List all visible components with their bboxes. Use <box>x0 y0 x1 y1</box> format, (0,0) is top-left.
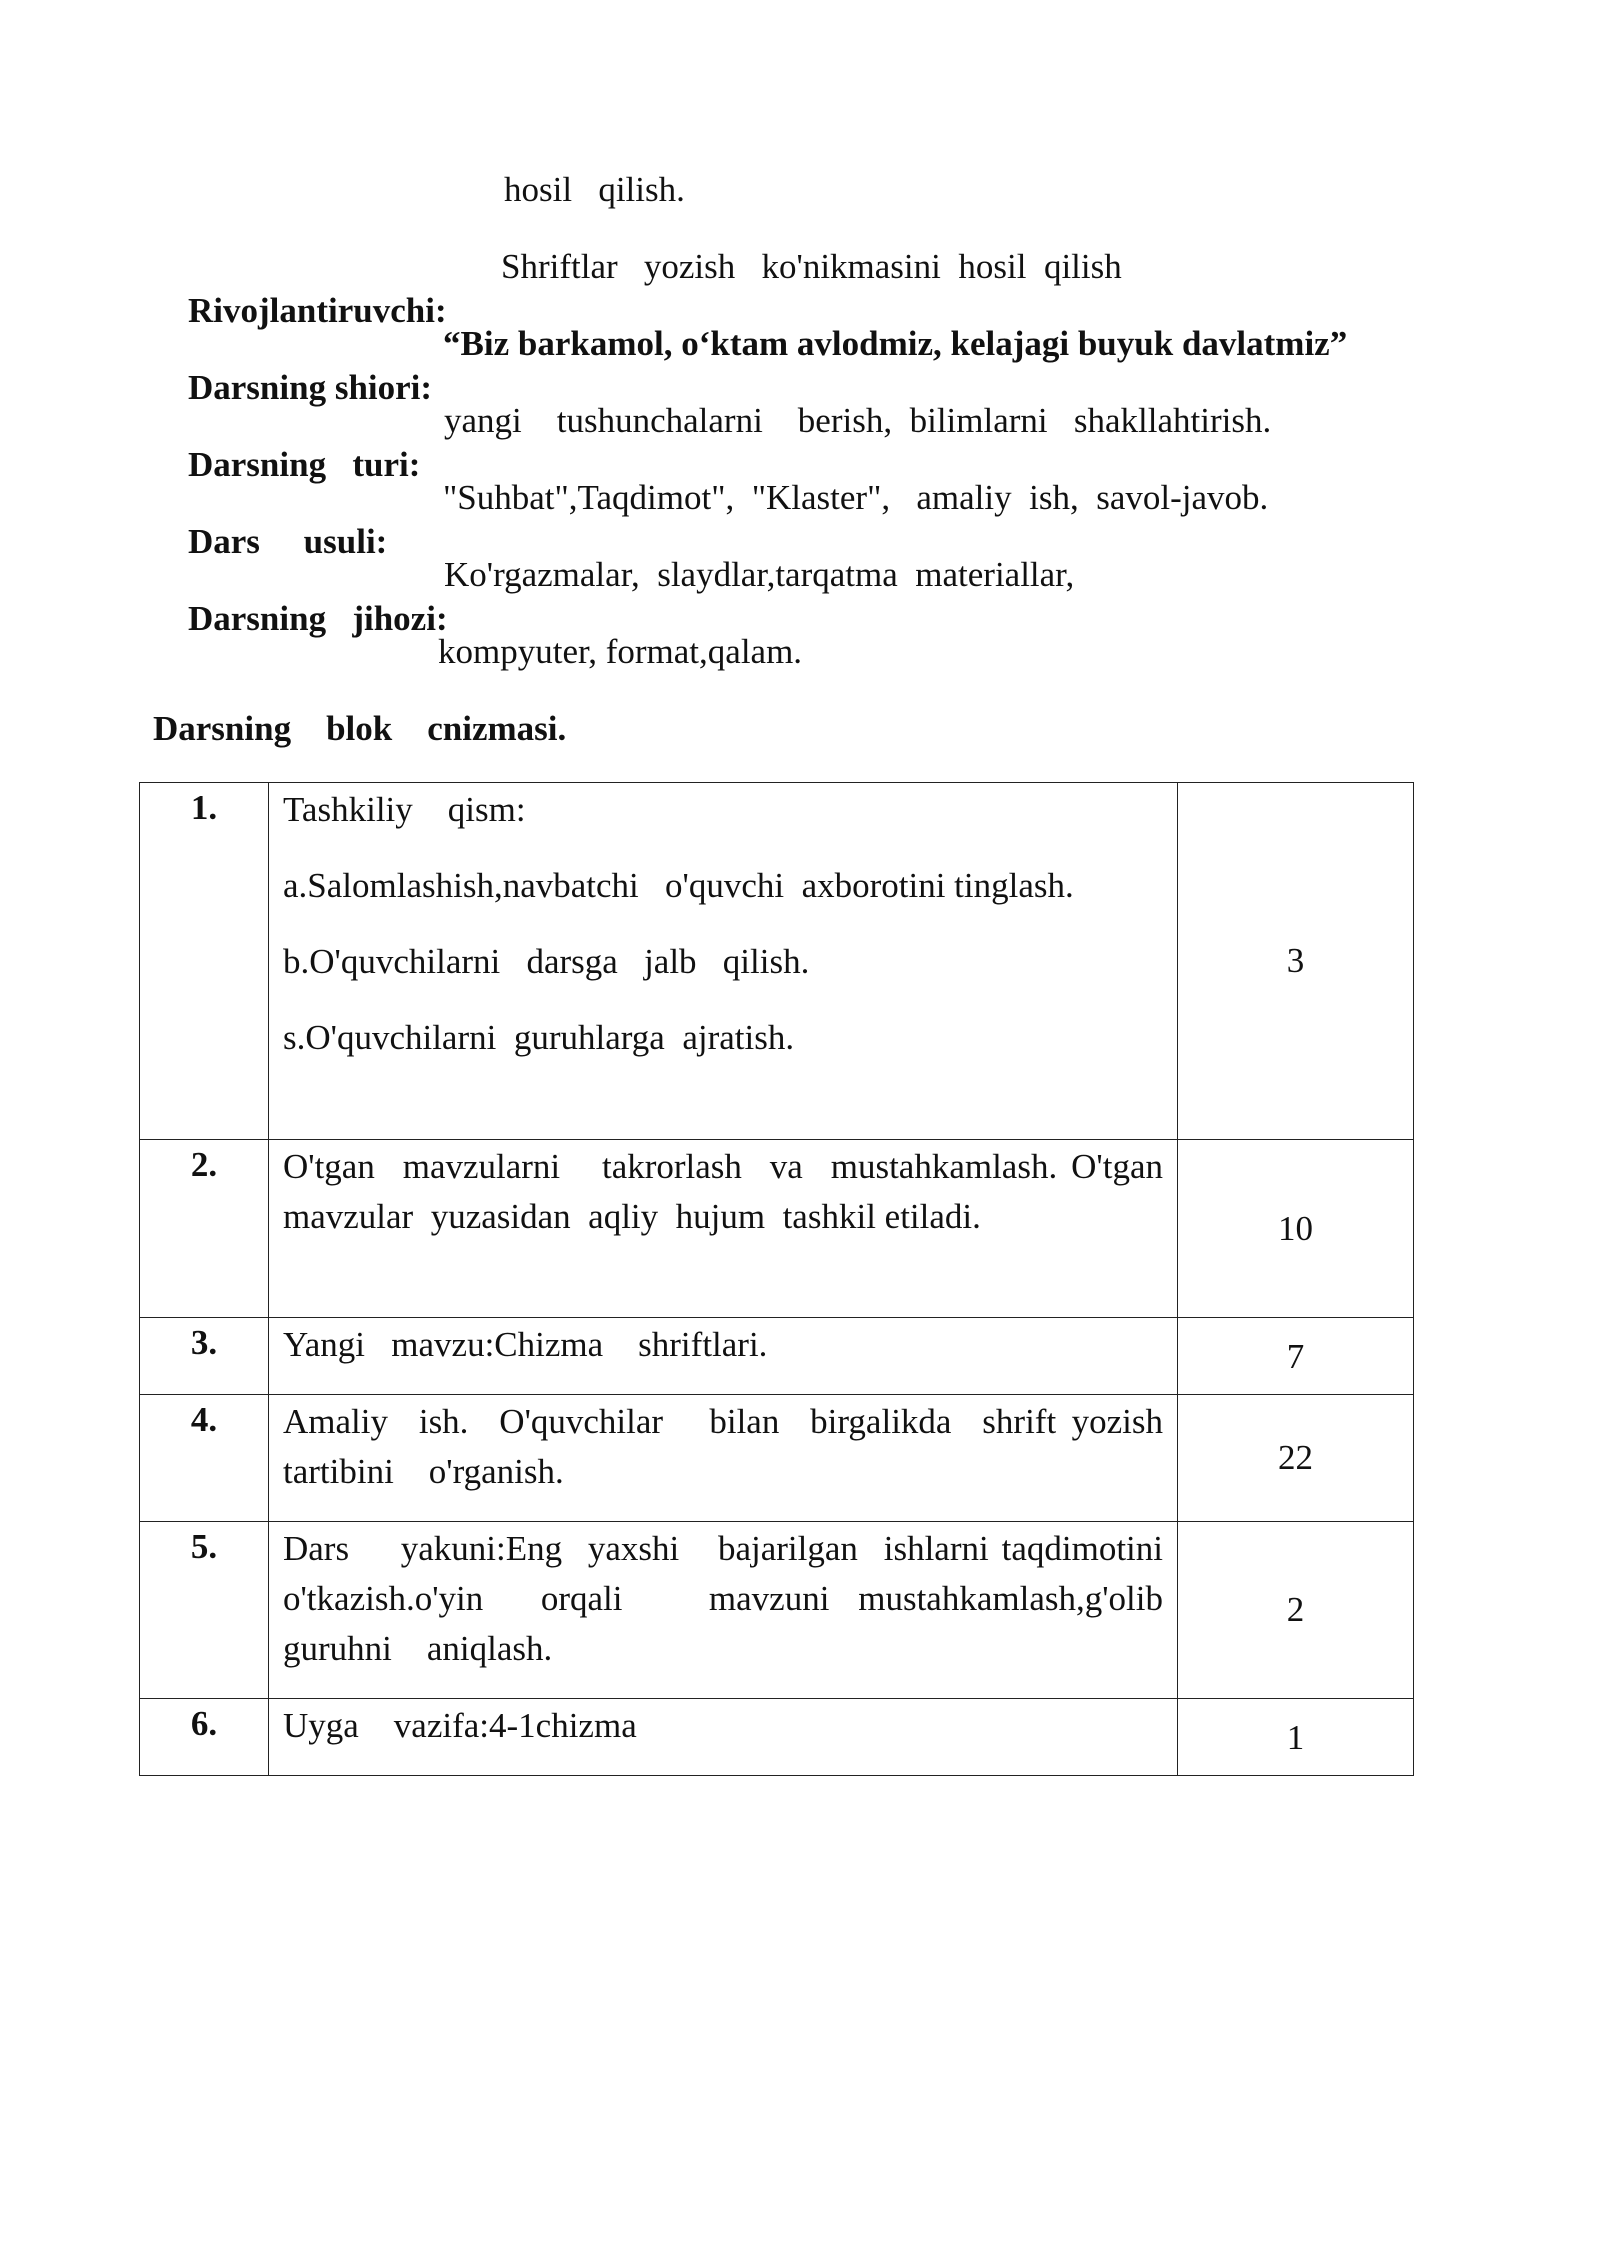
field-label: Darsning shiori: <box>188 368 433 407</box>
row-number: 6. <box>140 1699 269 1776</box>
table-row <box>140 1318 1414 1395</box>
field-value: “Biz barkamol, o‘ktam avlodmiz, kelajagi buyuk davlatmiz” <box>443 324 1348 363</box>
table-row <box>140 1140 1414 1318</box>
row-description <box>269 1522 1181 1699</box>
row-number: 1. <box>140 783 269 1140</box>
field-value: Shriftlar yozish ko'nikmasini hosil qilish <box>501 247 1122 286</box>
row-number: 4. <box>140 1395 269 1522</box>
row-minutes: 10 <box>1178 1140 1414 1318</box>
field-value: Ko'rgazmalar, slaydlar,tarqatma materiallar, <box>444 555 1075 594</box>
description-line: s.O'quvchilarni guruhlarga ajratish. <box>283 1018 795 1057</box>
row-number: 5. <box>140 1522 269 1699</box>
field-label: Darsning jihozi: <box>188 599 448 638</box>
row-description <box>269 1140 1181 1318</box>
field-value: yangi tushunchalarni berish, bilimlarni shakllahtirish. <box>444 401 1272 440</box>
description-line: a.Salomlashish,navbatchi o'quvchi axborotini tinglash. <box>283 866 1074 905</box>
field-label: Dars usuli: <box>188 522 388 561</box>
table-row <box>140 1699 1414 1776</box>
field-jihozi-continuation: kompyuter, format,qalam. <box>438 632 803 671</box>
field-value: "Suhbat",Taqdimot", "Klaster", amaliy ish, savol-javob. <box>443 478 1269 517</box>
lesson-block-table <box>139 782 1414 1776</box>
row-minutes: 1 <box>1178 1699 1414 1776</box>
description-line: Uyga vazifa:4-1chizma <box>283 1706 637 1745</box>
description-line: b.O'quvchilarni darsga jalb qilish. <box>283 942 810 981</box>
description-line: Amaliy ish. O'quvchilar bilan birgalikda shrift yozish tartibini o'rganish. <box>283 1402 1181 1491</box>
row-number: 3. <box>140 1318 269 1395</box>
row-minutes: 2 <box>1178 1522 1414 1699</box>
field-blok-heading: Darsning blok cnizmasi. <box>153 709 567 748</box>
description-line: Dars yakuni:Eng yaxshi bajarilgan ishlarni taqdimotini o'tkazish.o'yin orqali mavzuni mustahkamlash,g'olib guruhni aniqlash. <box>283 1529 1181 1668</box>
table-row <box>140 1395 1414 1522</box>
row-minutes: 22 <box>1178 1395 1414 1522</box>
row-description <box>269 783 1178 1140</box>
row-description <box>269 1699 1178 1776</box>
row-number: 2. <box>140 1140 269 1318</box>
field-label: Rivojlantiruvchi: <box>188 291 447 330</box>
continuation-text: hosil qilish. <box>504 170 685 209</box>
row-minutes: 7 <box>1178 1318 1414 1395</box>
field-label: Darsning turi: <box>188 445 421 484</box>
row-minutes: 3 <box>1178 783 1414 1140</box>
row-description <box>269 1395 1181 1522</box>
description-line: Yangi mavzu:Chizma shriftlari. <box>283 1325 768 1364</box>
row-description <box>269 1318 1178 1395</box>
table-row <box>140 1522 1414 1699</box>
description-line: O'tgan mavzularni takrorlash va mustahkamlash. O'tgan mavzular yuzasidan aqliy hujum tashkil etiladi. <box>283 1147 1181 1236</box>
description-line: Tashkiliy qism: <box>283 790 526 829</box>
table-row <box>140 783 1414 1140</box>
